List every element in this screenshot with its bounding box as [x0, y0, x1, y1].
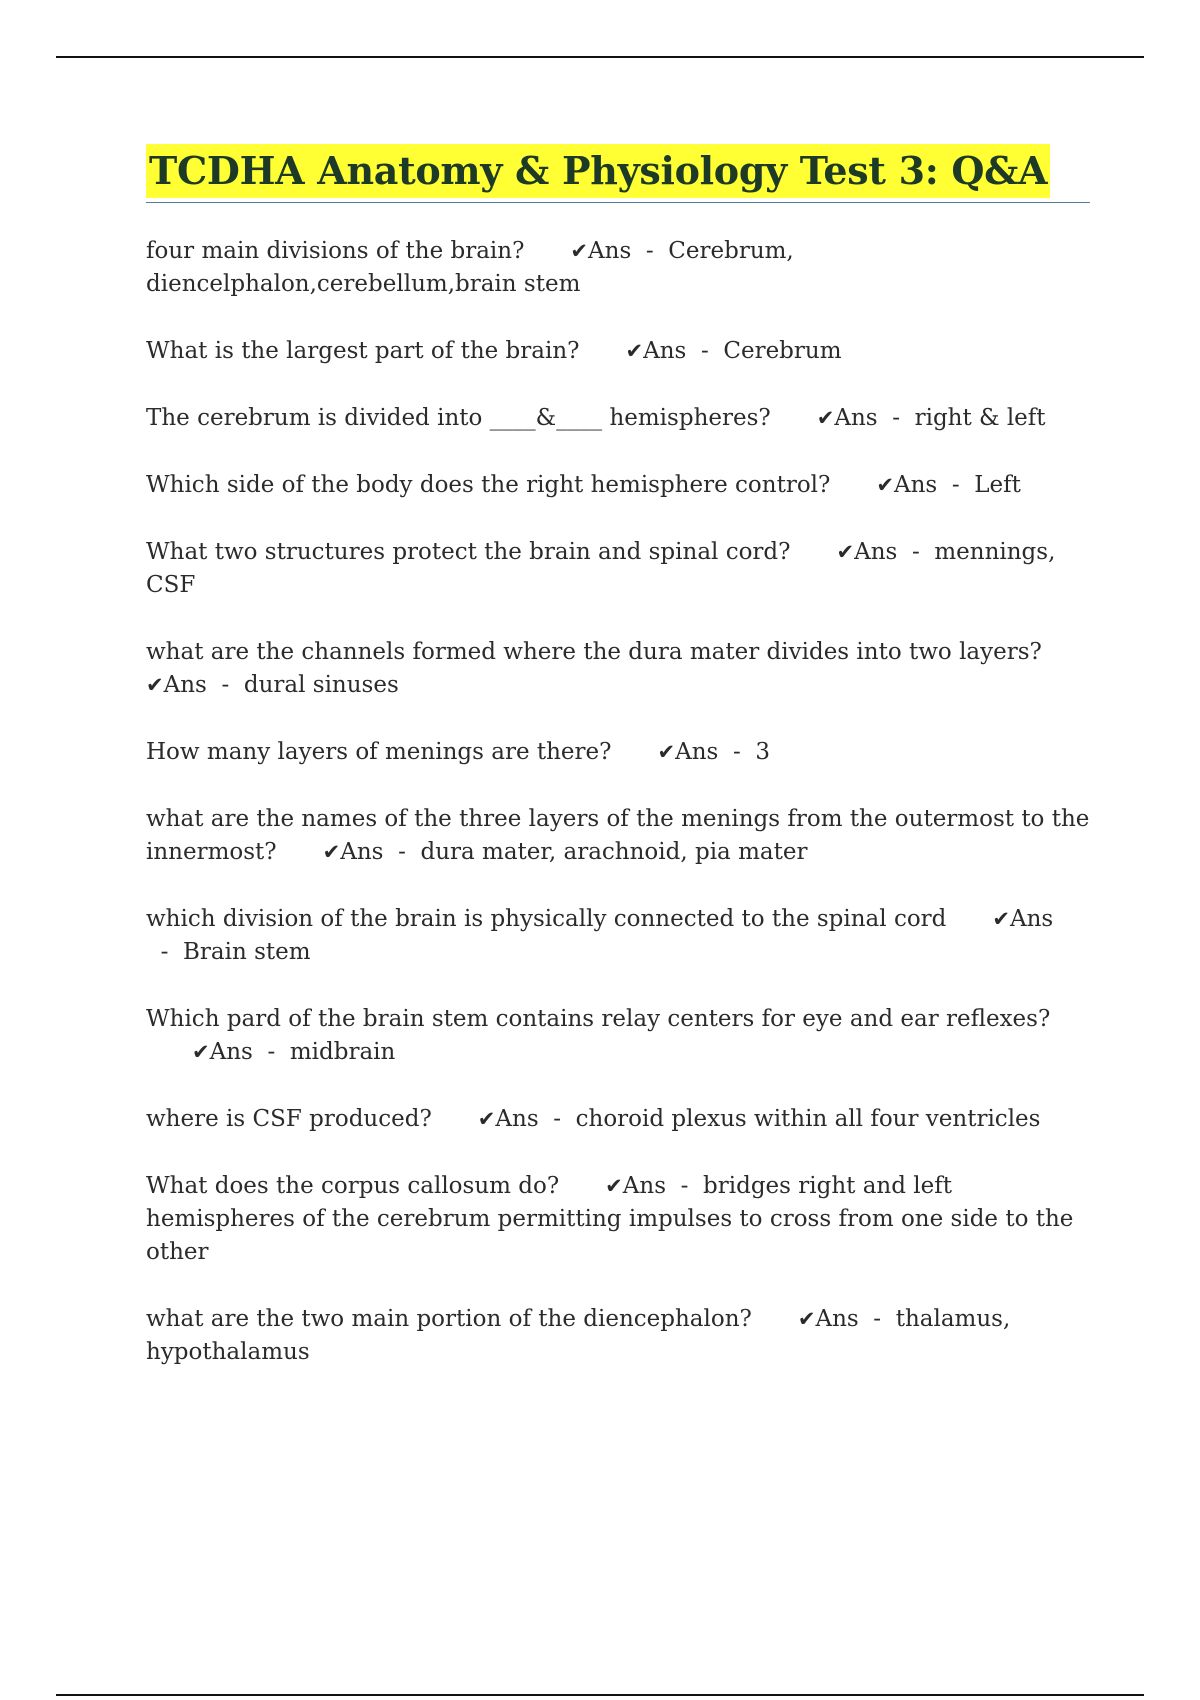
answer-text: right & left: [914, 405, 1046, 431]
answer-prefix: Ans: [340, 839, 384, 865]
answer-prefix: Ans: [209, 1039, 253, 1065]
answer-separator: -: [146, 939, 184, 965]
answer-text: Left: [974, 472, 1021, 498]
answer-prefix: Ans: [643, 338, 687, 364]
answer-separator: -: [631, 238, 669, 264]
checkmark-icon: ✔: [570, 239, 589, 263]
question-text: what are the channels formed where the dura mater divides into two layers?: [146, 639, 1042, 665]
answer-separator: -: [937, 472, 975, 498]
answer-text: Cerebrum: [723, 338, 842, 364]
title-block: [146, 144, 1090, 203]
qa-item: [146, 235, 1090, 301]
question-text: what are the two main portion of the diencephalon?: [146, 1306, 752, 1332]
checkmark-icon: ✔: [322, 840, 341, 864]
qa-item: [146, 402, 1090, 435]
answer-text: midbrain: [289, 1039, 396, 1065]
question-text: The cerebrum is divided into ____&____ hemispheres?: [146, 405, 771, 431]
answer-prefix: Ans: [163, 672, 207, 698]
document-body: [146, 144, 1097, 1403]
qa-item: [146, 335, 1090, 368]
question-text: where is CSF produced?: [146, 1106, 432, 1132]
qa-item: [146, 803, 1097, 869]
document-title: TCDHA Anatomy & Physiology Test 3: Q&A: [146, 144, 1050, 198]
answer-text: choroid plexus within all four ventricles: [575, 1106, 1041, 1132]
answer-prefix: Ans: [854, 539, 898, 565]
checkmark-icon: ✔: [146, 673, 164, 697]
answer-text: dural sinuses: [243, 672, 399, 698]
question-text: How many layers of menings are there?: [146, 739, 612, 765]
footer-rule: [56, 1694, 1144, 1696]
question-text: Which side of the body does the right hemisphere control?: [146, 472, 831, 498]
header-rule: [56, 56, 1144, 58]
checkmark-icon: ✔: [625, 339, 644, 363]
answer-separator: -: [538, 1106, 576, 1132]
qa-item: [146, 903, 1090, 969]
qa-list: [146, 235, 1097, 1369]
answer-prefix: Ans: [622, 1173, 667, 1199]
qa-item: [146, 1103, 1090, 1136]
checkmark-icon: ✔: [477, 1107, 496, 1131]
answer-text: dura mater, arachnoid, pia mater: [420, 839, 808, 865]
answer-prefix: Ans: [893, 472, 938, 498]
question-text: four main divisions of the brain?: [146, 238, 525, 264]
answer-text: mennings, CSF: [146, 539, 1056, 598]
answer-separator: -: [897, 539, 935, 565]
answer-text: Cerebrum, diencelphalon,cerebellum,brain stem: [146, 238, 794, 297]
qa-item: [146, 736, 1090, 769]
answer-separator: -: [666, 1173, 704, 1199]
answer-separator: -: [718, 739, 756, 765]
question-text: which division of the brain is physically connected to the spinal cord: [146, 906, 947, 932]
answer-separator: -: [858, 1306, 896, 1332]
question-text: What is the largest part of the brain?: [146, 338, 580, 364]
checkmark-icon: ✔: [876, 473, 894, 497]
question-text: What two structures protect the brain and spinal cord?: [146, 539, 791, 565]
qa-item: [146, 1303, 1090, 1369]
answer-prefix: Ans: [675, 739, 719, 765]
answer-text: 3: [755, 739, 770, 765]
answer-text: Brain stem: [183, 939, 311, 965]
checkmark-icon: ✔: [816, 406, 835, 430]
qa-item: [146, 469, 1090, 502]
qa-item: [146, 636, 1090, 702]
answer-separator: -: [383, 839, 421, 865]
answer-separator: -: [877, 405, 915, 431]
answer-text: bridges right and left hemispheres of the cerebrum permitting impulses to cross from one side to the other: [146, 1173, 1074, 1265]
checkmark-icon: ✔: [836, 540, 855, 564]
question-text: Which pard of the brain stem contains relay centers for eye and ear reflexes?: [146, 1006, 1051, 1032]
answer-text: thalamus, hypothalamus: [146, 1306, 1011, 1365]
answer-separator: -: [206, 672, 244, 698]
answer-separator: -: [252, 1039, 290, 1065]
answer-prefix: Ans: [834, 405, 878, 431]
answer-prefix: Ans: [588, 238, 632, 264]
answer-separator: -: [686, 338, 724, 364]
checkmark-icon: ✔: [657, 740, 676, 764]
qa-item: [146, 536, 1090, 602]
answer-prefix: Ans: [495, 1106, 539, 1132]
checkmark-icon: ✔: [605, 1174, 623, 1198]
qa-item: [146, 1170, 1090, 1269]
question-text: What does the corpus callosum do?: [146, 1173, 560, 1199]
qa-item: [146, 1003, 1090, 1069]
answer-prefix: Ans: [815, 1306, 859, 1332]
checkmark-icon: ✔: [992, 907, 1010, 931]
checkmark-icon: ✔: [192, 1040, 210, 1064]
question-text: what are the names of the three layers of the menings from the outermost to the innermost?: [146, 806, 1097, 865]
checkmark-icon: ✔: [797, 1307, 816, 1331]
answer-prefix: Ans: [1010, 906, 1054, 932]
